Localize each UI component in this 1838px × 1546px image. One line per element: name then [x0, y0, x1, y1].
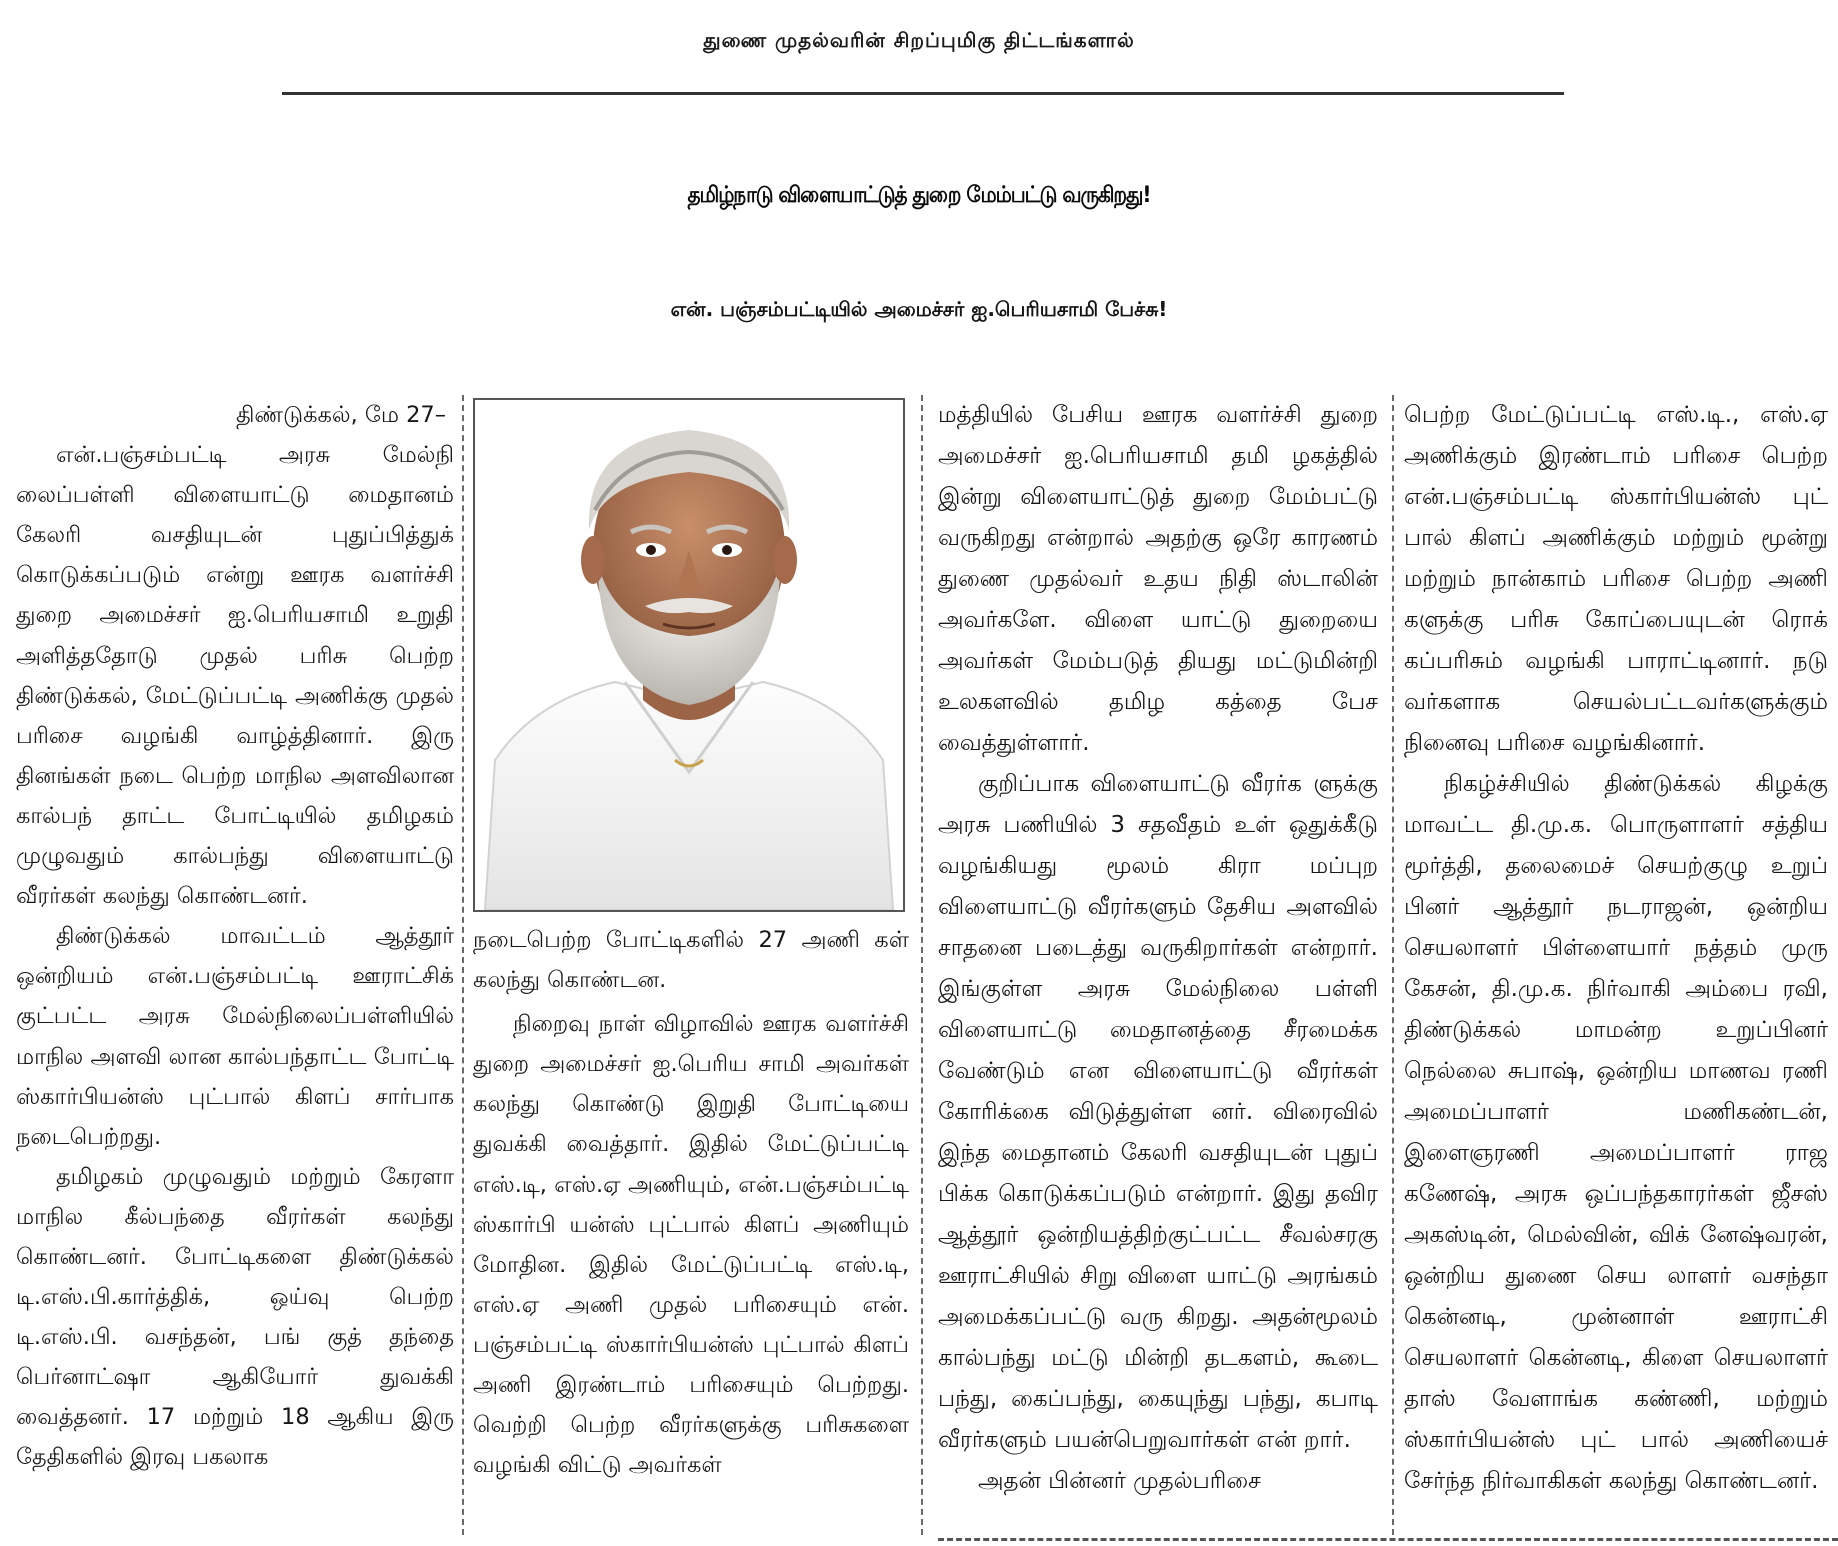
paragraph: அதன் பின்னர் முதல்பரிசை [978, 1468, 1261, 1494]
sub-headline: என். பஞ்சம்பட்டியில் அமைச்சர் ஐ.பெரியசாமி பேச்சு! [670, 297, 1168, 321]
dateline: திண்டுக்கல், மே 27– [235, 402, 446, 428]
portrait-image [475, 400, 903, 910]
paragraph: மத்தியில் பேசிய ஊரக வளர்ச்சி துறை அமைச்சர் ஐ.பெரியசாமி தமி ழகத்தில் இன்று விளையாட்டுத் துறை மேம்பட்டு வருகிறது என்றால் அதற்கு ஒரே காரணம் துணை முதல்வர் உதய நிதி ஸ்டாலின் அவர்களே. விளை யாட்டு துறையை அவர்கள் மேம்படுத் தியது மட்டுமின்றி உலகளவில் தமிழ கத்தை பேச வைத்துள்ளார். [938, 402, 1378, 756]
column-divider [1392, 395, 1394, 1535]
kicker-underline [282, 92, 1564, 95]
article-column-4 [1404, 395, 1828, 1502]
paragraph: தமிழகம் முழுவதும் மற்றும் கேரளா மாநில கீல்பந்தை வீரர்கள் கலந்து கொண்டனர். போட்டிகளை திண்டுக்கல் டி.எஸ்.பி.கார்த்திக், ஒய்வு பெற்ற டி.எஸ்.பி. வசந்தன், பங் குத் தந்தை பெர்னாட்ஷா ஆகியோர் துவக்கி வைத்தனர். 17 மற்றும் 18 ஆகிய இரு தேதிகளில் இரவு பகலாக [16, 1163, 454, 1471]
kicker-headline: துணை முதல்வரின் சிறப்புமிகு திட்டங்களால் [703, 28, 1135, 52]
paragraph: நிகழ்ச்சியில் திண்டுக்கல் கிழக்கு மாவட்ட தி.மு.க. பொருளாளர் சத்திய மூர்த்தி, தலைமைச் செயற்குழு உறுப் பினர் ஆத்தூர் நடராஜன், ஒன்றிய செயலாளர் பிள்ளையார் நத்தம் முரு கேசன், தி.மு.க. நிர்வாகி அம்பை ரவி, திண்டுக்கல் மாமன்ற உறுப்பினர் நெல்லை சுபாஷ், ஒன்றிய மாணவ ரணி அமைப்பாளர் மணிகண்டன், இளைஞரணி அமைப்பாளர் ராஜ கணேஷ், அரசு ஒப்பந்தகாரர்கள் ஜீசஸ் அகஸ்டின், மெல்வின், விக் னேஷ்வரன், ஒன்றிய துணை செய லாளர் வசந்தா கென்னடி, முன்னாள் ஊராட்சி செயலாளர் கென்னடி, கிளை செயலாளர் தாஸ் வேளாங்க கண்ணி, மற்றும் ஸ்கார்பியன்ஸ் புட் பால் அணியைச் சேர்ந்த நிர்வாகிகள் கலந்து கொண்டனர். [1404, 771, 1828, 1494]
column-divider [462, 395, 464, 1535]
article-column-2 [473, 920, 909, 1485]
paragraph: என்.பஞ்சம்பட்டி அரசு மேல்நி லைப்பள்ளி விளையாட்டு மைதானம் கேலரி வசதியுடன் புதுப்பித்துக் கொடுக்கப்படும் என்று ஊரக வளர்ச்சி துறை அமைச்சர் ஐ.பெரியசாமி உறுதி அளித்ததோடு முதல் பரிசு பெற்ற திண்டுக்கல், மேட்டுப்பட்டி அணிக்கு முதல் பரிசை வழங்கி வாழ்த்தினார். இரு தினங்கள் நடை பெற்ற மாநில அளவிலான கால்பந் தாட்ட போட்டியில் தமிழகம் முழுவதும் கால்பந்து விளையாட்டு வீரர்கள் கலந்து கொண்டனர். [16, 442, 454, 910]
paragraph: திண்டுக்கல் மாவட்டம் ஆத்தூர் ஒன்றியம் என்.பஞ்சம்பட்டி ஊராட்சிக் குட்பட்ட அரசு மேல்நிலைப்பள்ளியில் மாநில அளவி லான கால்பந்தாட்ட போட்டி ஸ்கார்பியன்ஸ் புட்பால் கிளப் சார்பாக நடைபெற்றது. [16, 923, 454, 1150]
main-headline: தமிழ்நாடு விளையாட்டுத் துறை மேம்பட்டு வருகிறது! [687, 180, 1151, 208]
paragraph: பெற்ற மேட்டுப்பட்டி எஸ்.டி., எஸ்.ஏ அணிக்கும் இரண்டாம் பரிசை பெற்ற என்.பஞ்சம்பட்டி ஸ்கார்பியன்ஸ் புட் பால் கிளப் அணிக்கும் மற்றும் மூன்று மற்றும் நான்காம் பரிசை பெற்ற அணி களுக்கு பரிசு கோப்பையுடன் ரொக் கப்பரிசும் வழங்கி பாராட்டினார். நடு வர்களாக செயல்பட்டவர்களுக்கும் நினைவு பரிசை வழங்கினார். [1404, 402, 1828, 756]
paragraph: நிறைவு நாள் விழாவில் ஊரக வளர்ச்சி துறை அமைச்சர் ஐ.பெரிய சாமி அவர்கள் கலந்து கொண்டு இறுதி போட்டியை துவக்கி வைத்தார். இதில் மேட்டுப்பட்டி எஸ்.டி, எஸ்.ஏ அணியும், என்.பஞ்சம்பட்டி ஸ்கார்பி யன்ஸ் புட்பால் கிளப் அணியும் மோதின. இதில் மேட்டுப்பட்டி எஸ்.டி, எஸ்.ஏ அணி முதல் பரிசையும் என். பஞ்சம்பட்டி ஸ்கார்பியன்ஸ் புட்பால் கிளப் அணி இரண்டாம் பரிசையும் பெற்றது. வெற்றி பெற்ற வீரர்களுக்கு பரிசுகளை வழங்கி விட்டு அவர்கள் [473, 1011, 909, 1479]
minister-photo [473, 398, 905, 912]
article-column-3 [938, 395, 1378, 1502]
bottom-divider [938, 1538, 1838, 1541]
paragraph: நடைபெற்ற போட்டிகளில் 27 அணி கள் கலந்து கொண்டன. [473, 927, 909, 994]
column-divider [921, 395, 923, 1535]
paragraph: குறிப்பாக விளையாட்டு வீரர்க ளுக்கு அரசு பணியில் 3 சதவீதம் உள் ஒதுக்கீடு வழங்கியது மூலம் கிரா மப்புற விளையாட்டு வீரர்களும் தேசிய அளவில் சாதனை படைத்து வருகிறார்கள் என்றார். இங்குள்ள அரசு மேல்நிலை பள்ளி விளையாட்டு மைதானத்தை சீரமைக்க வேண்டும் என விளையாட்டு வீரர்கள் கோரிக்கை விடுத்துள்ள னர். விரைவில் இந்த மைதானம் கேலரி வசதியுடன் புதுப் பிக்க கொடுக்கப்படும் என்றார். இது தவிர ஆத்தூர் ஒன்றியத்திற்குட்பட்ட சீவல்சரகு ஊராட்சியில் சிறு விளை யாட்டு அரங்கம் அமைக்கப்பட்டு வரு கிறது. அதன்மூலம் கால்பந்து மட்டு மின்றி தடகளம், கூடை பந்து, கைப்பந்து, கையுந்து பந்து, கபாடி வீரர்களும் பயன்பெறுவார்கள் என் றார். [938, 771, 1378, 1453]
article-column-1 [16, 395, 454, 1478]
